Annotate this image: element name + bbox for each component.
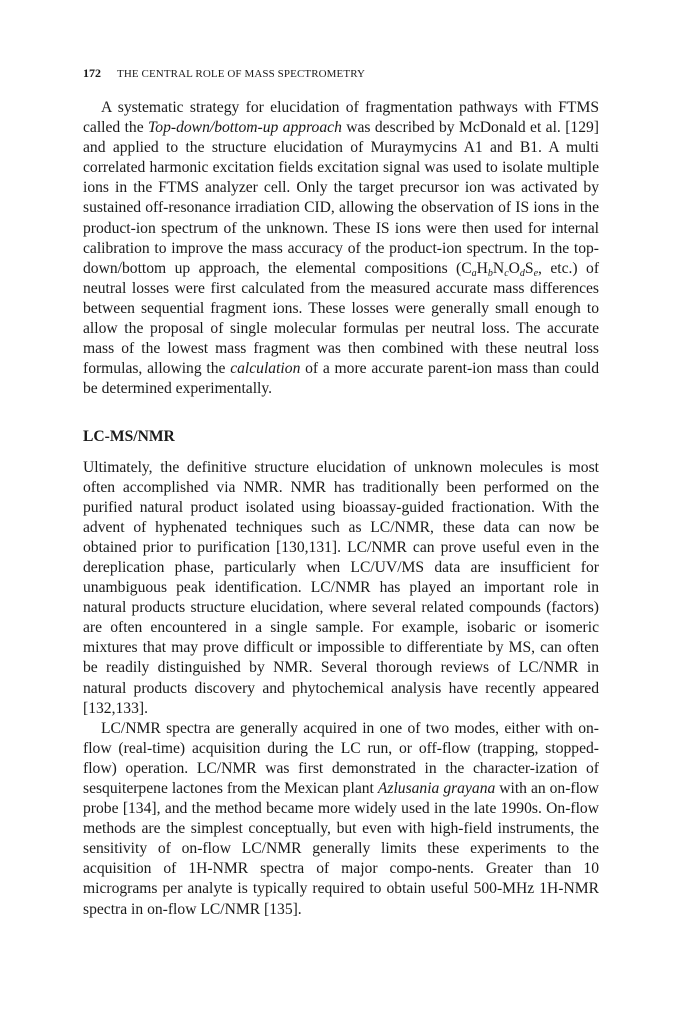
emphasis-species: Azlusania grayana (377, 780, 496, 797)
body-text (83, 98, 599, 920)
text-run: A systematic strategy for elucidation of fragmentation pathways with FTMS called the (83, 99, 599, 137)
formula-subscript: e (533, 267, 539, 279)
formula-symbol: N (492, 259, 505, 277)
formula-symbol: H (476, 259, 488, 277)
text-run: with an on-flow probe [134], and the method became more widely used in the late 1990s. On-flow methods are the simplest conceptually, but even with high-field instruments, the sensitivity of on-flow LC/NMR generally limits these experiments to the acquisition of 1H-NMR spectra of major compo-nents. Greater than 10 micrograms per analyte is typically required to obtain useful 500-MHz 1H-NMR spectra in on-flow LC/NMR [135]. (83, 780, 599, 918)
formula-subscript: c (504, 267, 509, 279)
formula-subscript: b (487, 267, 493, 279)
emphasis-calculation: calculation (230, 360, 301, 378)
formula-subscript: d (519, 267, 525, 279)
page-number: 172 (83, 66, 101, 80)
text-run: LC/NMR spectra are generally acquired in one of two modes, either with on-flow (real-time) acquisition during the LC run, or off-flow (trapping, stopped-flow) operation. LC/NMR was first demonstrated in the character-ization of sesquiterpene lactones from the Mexican plant (83, 719, 599, 797)
running-title: THE CENTRAL ROLE OF MASS SPECTROMETRY (117, 68, 366, 80)
formula-symbol: S (524, 259, 534, 277)
running-header (83, 66, 598, 81)
formula-subscript: a (471, 267, 477, 279)
text-run: was described by McDonald et al. [129] and applied to the structure elucidation of Muraymycins A1 and B1. A multi correlated harmonic excitation fields excitation signal was used to isolate multiple ions in the FTMS analyzer cell. Only the target precursor ion was activated by sustained off-resonance irradiation CID, allowing the observation of IS ions in the product-ion spectrum of the unknown. These IS ions were then used for internal calibration to improve the mass accuracy of the product-ion spectrum. In the top-down/bottom up approach, the elemental compositions ( (83, 119, 599, 277)
paragraph-lc-nmr-intro: Ultimately, the definitive structure elucidation of unknown molecules is most often accomplished via NMR. NMR has traditionally been performed on the purified natural product isolated using bioassay-guided fractionation. With the advent of hyphenated techniques such as LC/NMR, these data can now be obtained prior to purification [130,131]. LC/NMR can prove useful even in the dereplication phase, particularly when LC/UV/MS data are insufficient for unambiguous peak identification. LC/NMR has played an important role in natural products structure elucidation, where several related compounds (factors) are often encountered in a single sample. For example, isobaric or isomeric mixtures that may prove difficult or impossible to differentiate by MS, can often be readily distinguished by NMR. Several thorough reviews of LC/NMR in natural products discovery and phytochemical analysis have recently appeared [132,133]. (83, 458, 599, 717)
section-heading: LC-MS/NMR (83, 428, 175, 446)
formula-symbol: O (508, 259, 520, 277)
elemental-formula (461, 260, 538, 277)
emphasis-approach: Top-down/bottom-up approach (148, 119, 342, 137)
paragraph-ftms-strategy (83, 98, 599, 399)
text-run: , etc.) of neutral losses were first calculated from the measured accurate mass differences between sequential fragment ions. These losses were generally small enough to allow the proposal of single molecular formulas per neutral loss. The accurate mass of the lowest mass fragment was then combined with these neutral loss formulas, allowing the (83, 259, 600, 378)
text-run: of a more accurate parent-ion mass than could be determined experimentally. (83, 360, 599, 398)
formula-symbol: C (461, 259, 472, 277)
paragraph-lc-nmr-modes (83, 719, 599, 920)
